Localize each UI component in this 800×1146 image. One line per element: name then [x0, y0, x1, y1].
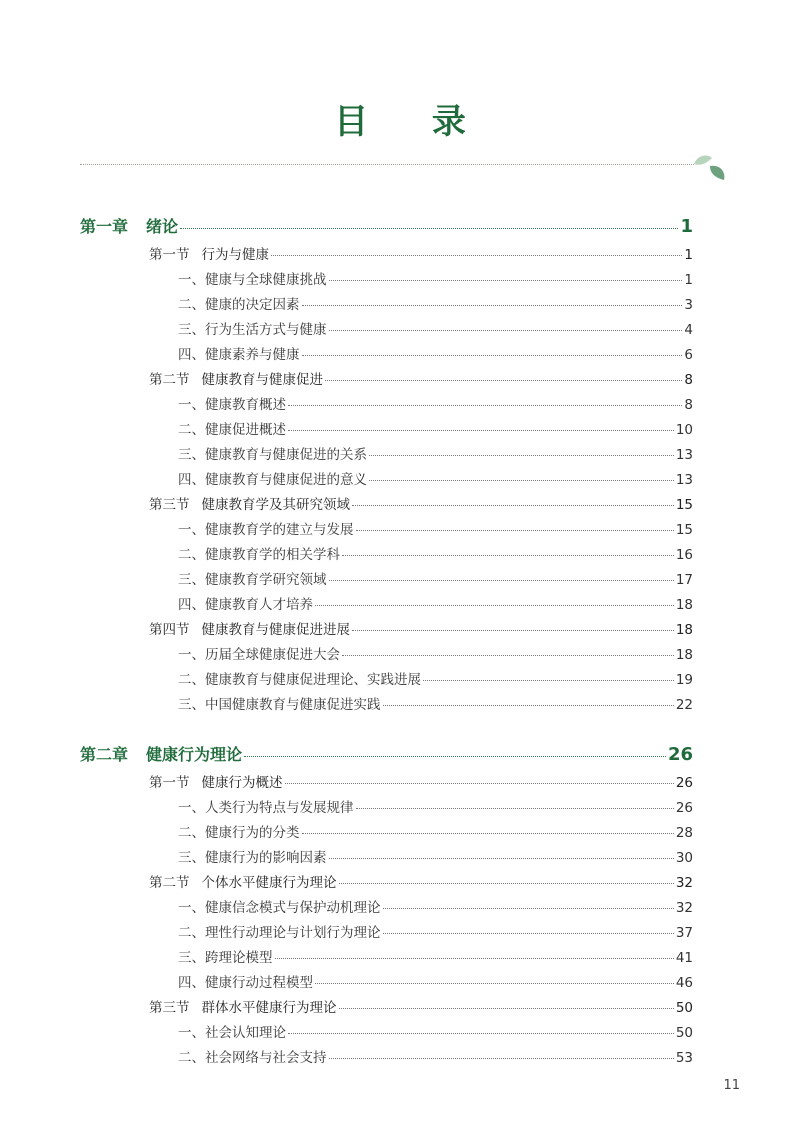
toc-page-number: 41: [675, 950, 693, 966]
dot-leader: [352, 630, 674, 631]
toc-page-number: 32: [675, 900, 693, 916]
toc-entry-title: 二、健康的决定因素: [178, 297, 300, 313]
dot-leader: [275, 958, 674, 959]
toc-page-number: 10: [675, 422, 693, 438]
toc-page-number: 8: [684, 397, 693, 413]
toc-chapter[interactable]: [80, 743, 693, 767]
toc-item[interactable]: [178, 668, 693, 692]
toc-page-number: 37: [675, 925, 693, 941]
toc-page-number: 32: [675, 875, 693, 891]
dot-leader: [329, 858, 674, 859]
toc-item[interactable]: [178, 821, 693, 845]
toc-item[interactable]: [178, 343, 693, 367]
toc-entry-title: 四、健康素养与健康: [178, 347, 300, 363]
dot-leader: [302, 305, 683, 306]
toc-chapter[interactable]: [80, 215, 693, 239]
toc-page-number: 50: [675, 1025, 693, 1041]
page-title: 目 录: [334, 102, 492, 142]
toc-entry-title: 三、健康行为的影响因素: [178, 850, 327, 866]
toc-entry-title: 三、健康教育与健康促进的关系: [178, 447, 367, 463]
toc-entry-title: 三、健康教育学研究领域: [178, 572, 327, 588]
toc-page-number: 8: [684, 372, 693, 388]
dot-leader: [342, 655, 674, 656]
toc-item[interactable]: [178, 293, 693, 317]
toc-entry-number: 第一节: [149, 775, 190, 791]
toc-entry-title: 二、健康教育与健康促进理论、实践进展: [178, 672, 421, 688]
toc-entry-title: 三、中国健康教育与健康促进实践: [178, 697, 381, 713]
dot-leader: [315, 983, 674, 984]
toc-page-number: 46: [675, 975, 693, 991]
toc-entry-number: 第三节: [149, 497, 190, 513]
toc-entry-text: 个体水平健康行为理论: [201, 875, 337, 891]
toc-entry-title: 一、健康与全球健康挑战: [178, 272, 327, 288]
dot-leader: [383, 908, 674, 909]
toc-item[interactable]: [178, 921, 693, 945]
dot-leader: [339, 1008, 674, 1009]
toc-entry-title: [80, 215, 178, 239]
toc-section[interactable]: [149, 368, 693, 392]
toc-section[interactable]: [149, 493, 693, 517]
toc-entry-title: [149, 368, 323, 392]
toc-item[interactable]: [178, 443, 693, 467]
toc-item[interactable]: [178, 318, 693, 342]
toc-page-number: 26: [667, 744, 693, 765]
toc-page-number: 1: [684, 247, 693, 263]
dot-leader: [369, 455, 674, 456]
toc-entry-text: 健康行为概述: [201, 775, 283, 791]
toc-entry-title: 二、健康促进概述: [178, 422, 286, 438]
toc-entry-number: 第三节: [149, 1000, 190, 1016]
dot-leader: [302, 833, 674, 834]
dot-leader: [244, 756, 666, 757]
toc-entry-title: 一、社会认知理论: [178, 1025, 286, 1041]
toc-page-number: 22: [675, 697, 693, 713]
toc-entry-title: [149, 493, 350, 517]
toc-item[interactable]: [178, 468, 693, 492]
toc-entry-text: 健康教育学及其研究领域: [201, 497, 350, 513]
toc-entry-number: 第一节: [149, 247, 190, 263]
toc-page-number: 53: [675, 1050, 693, 1066]
toc-page-number: 50: [675, 1000, 693, 1016]
dot-leader: [423, 680, 674, 681]
toc-page-number: 6: [684, 347, 693, 363]
toc-entry-title: [149, 771, 283, 795]
toc-entry-title: 三、跨理论模型: [178, 950, 273, 966]
toc-entry-number: 第二节: [149, 875, 190, 891]
dot-leader: [180, 228, 678, 229]
toc-item[interactable]: [178, 593, 693, 617]
toc-item[interactable]: [178, 543, 693, 567]
toc-item[interactable]: [178, 946, 693, 970]
toc-page-number: 26: [675, 800, 693, 816]
toc-entry-title: [80, 743, 242, 767]
toc-item[interactable]: [178, 643, 693, 667]
toc-page-number: 26: [675, 775, 693, 791]
dot-leader: [329, 280, 683, 281]
toc-section[interactable]: [149, 996, 693, 1020]
toc-entry-title: [149, 243, 269, 267]
toc-section[interactable]: [149, 771, 693, 795]
toc-page-number: 28: [675, 825, 693, 841]
toc-entry-title: 一、健康教育学的建立与发展: [178, 522, 354, 538]
toc-entry-text: 绪论: [146, 217, 179, 236]
dot-leader: [342, 555, 674, 556]
toc-entry-number: 第四节: [149, 622, 190, 638]
dot-leader: [288, 405, 682, 406]
dot-leader: [329, 580, 674, 581]
dot-leader: [271, 255, 682, 256]
toc-entry-title: 一、历届全球健康促进大会: [178, 647, 340, 663]
toc-entry-text: 行为与健康: [201, 247, 269, 263]
toc-entry-title: [149, 618, 350, 642]
dot-leader: [329, 330, 683, 331]
toc-item[interactable]: [178, 418, 693, 442]
toc-entry-title: 二、健康教育学的相关学科: [178, 547, 340, 563]
toc-page-number: 3: [684, 297, 693, 313]
dot-leader: [288, 430, 674, 431]
toc-entry-number: 第一章: [80, 217, 129, 236]
toc-page-number: 30: [675, 850, 693, 866]
toc-entry-title: 一、人类行为特点与发展规律: [178, 800, 354, 816]
toc-item[interactable]: [178, 796, 693, 820]
toc-entry-title: 四、健康教育与健康促进的意义: [178, 472, 367, 488]
toc-page-number: 1: [680, 216, 693, 237]
dot-leader: [325, 380, 682, 381]
toc-page-number: 18: [675, 597, 693, 613]
toc-entry-text: 健康教育与健康促进: [201, 372, 323, 388]
toc-entry-title: [149, 871, 337, 895]
dot-leader: [352, 505, 674, 506]
toc-section[interactable]: [149, 871, 693, 895]
page-number: 11: [723, 1078, 740, 1093]
toc-item[interactable]: [178, 568, 693, 592]
toc-entry-title: 一、健康信念模式与保护动机理论: [178, 900, 381, 916]
toc-page-number: 18: [675, 622, 693, 638]
toc-entry-title: 二、健康行为的分类: [178, 825, 300, 841]
toc-item[interactable]: [178, 693, 693, 717]
dot-leader: [329, 1058, 674, 1059]
toc-entry-text: 群体水平健康行为理论: [201, 1000, 337, 1016]
dot-leader: [302, 355, 683, 356]
toc-entry-title: 三、行为生活方式与健康: [178, 322, 327, 338]
dot-leader: [369, 480, 674, 481]
dot-leader: [285, 783, 674, 784]
toc-page-number: 15: [675, 497, 693, 513]
toc-page-number: 4: [684, 322, 693, 338]
toc-item[interactable]: [178, 268, 693, 292]
toc-entry-title: 四、健康行动过程模型: [178, 975, 313, 991]
toc-page-number: 15: [675, 522, 693, 538]
toc-page-number: 13: [675, 447, 693, 463]
toc-section[interactable]: [149, 618, 693, 642]
toc-entry-number: 第二节: [149, 372, 190, 388]
toc-page-number: 19: [675, 672, 693, 688]
toc-entry-text: 健康教育与健康促进进展: [201, 622, 350, 638]
toc-page-number: 13: [675, 472, 693, 488]
toc-item[interactable]: [178, 846, 693, 870]
toc-page-number: 18: [675, 647, 693, 663]
toc-entry-title: [149, 996, 337, 1020]
toc-section[interactable]: [149, 243, 693, 267]
toc-item[interactable]: [178, 1046, 693, 1070]
toc-item[interactable]: [178, 896, 693, 920]
dot-leader: [383, 933, 674, 934]
toc-item[interactable]: [178, 971, 693, 995]
dot-leader: [383, 705, 674, 706]
toc-page-number: 16: [675, 547, 693, 563]
dot-leader: [339, 883, 674, 884]
dot-leader: [356, 808, 674, 809]
toc-entry-text: 健康行为理论: [146, 745, 243, 764]
toc-entry-number: 第二章: [80, 745, 129, 764]
dot-leader: [315, 605, 674, 606]
toc-entry-title: 二、理性行动理论与计划行为理论: [178, 925, 381, 941]
dot-leader: [356, 530, 674, 531]
toc-entry-title: 二、社会网络与社会支持: [178, 1050, 327, 1066]
toc-item[interactable]: [178, 518, 693, 542]
dot-leader: [288, 1033, 674, 1034]
toc-item[interactable]: [178, 393, 693, 417]
toc-entry-title: 一、健康教育概述: [178, 397, 286, 413]
toc-page-number: 17: [675, 572, 693, 588]
toc-page-number: 1: [684, 272, 693, 288]
toc-item[interactable]: [178, 1021, 693, 1045]
toc-entry-title: 四、健康教育人才培养: [178, 597, 313, 613]
